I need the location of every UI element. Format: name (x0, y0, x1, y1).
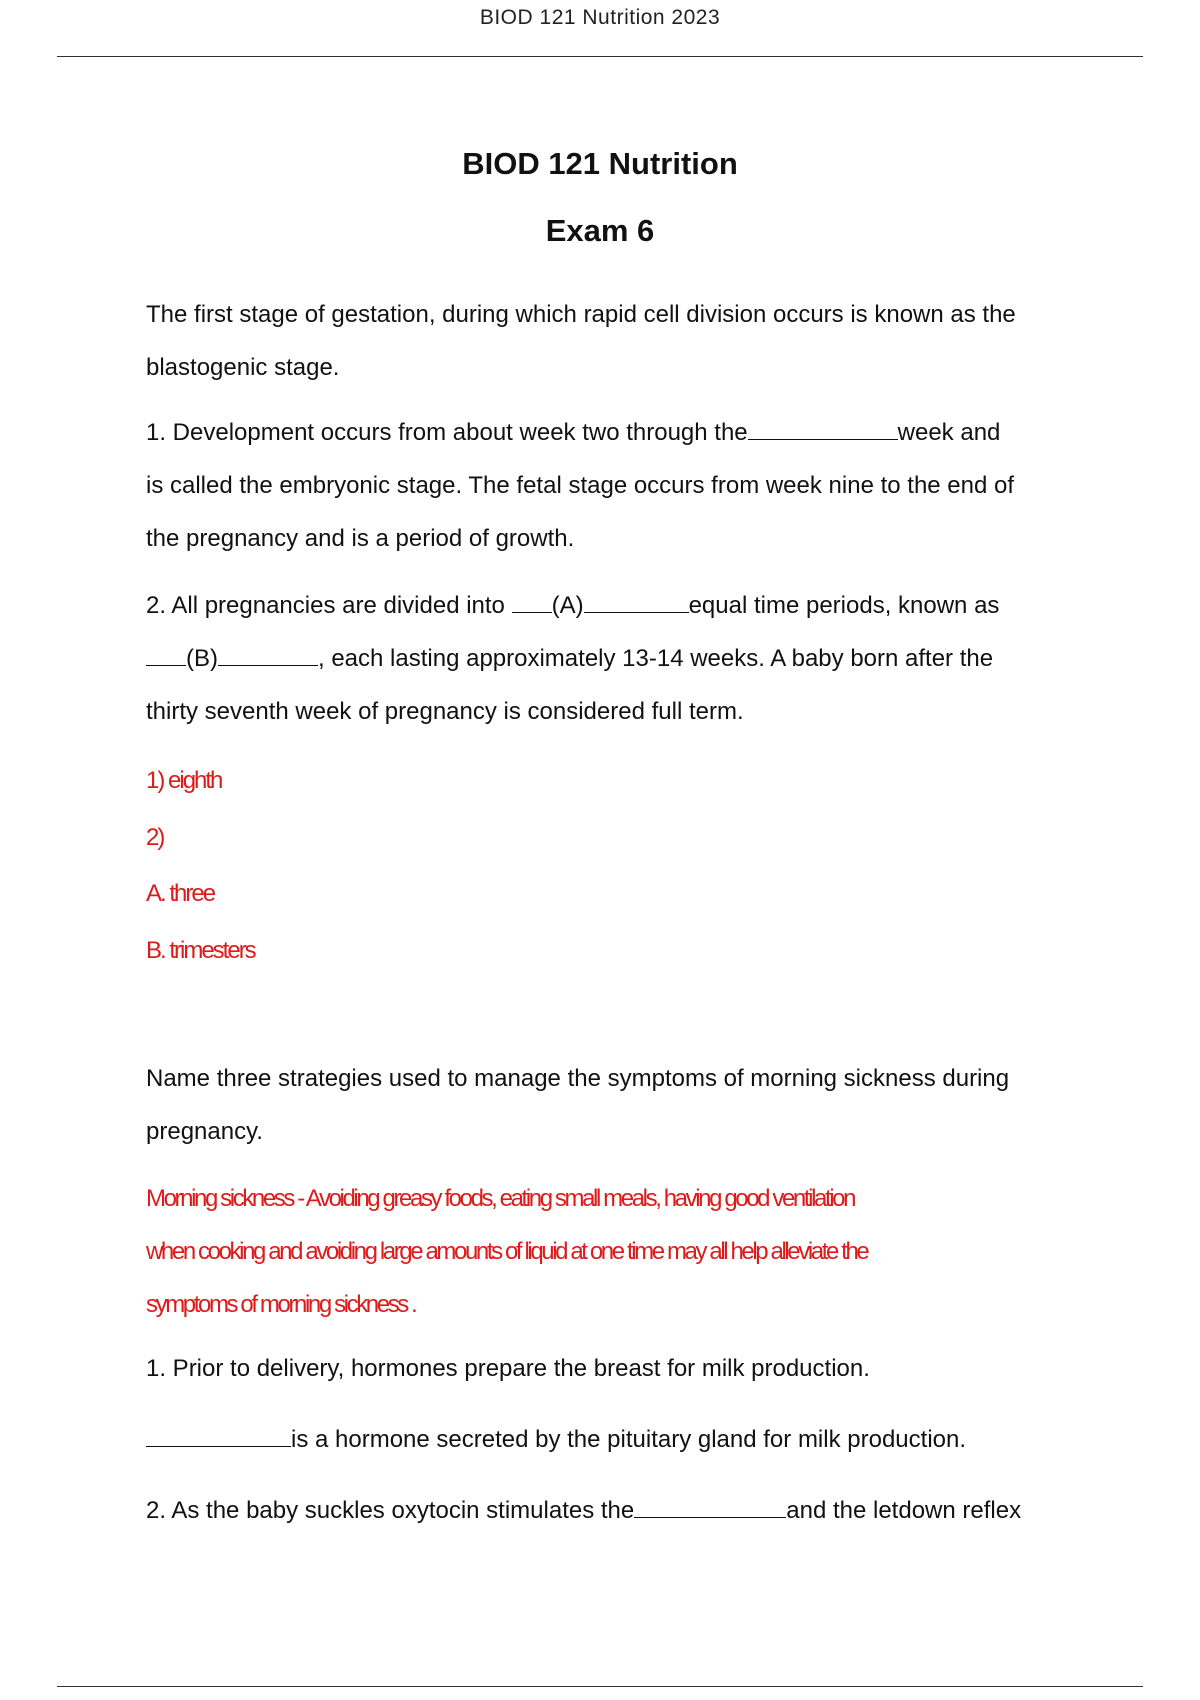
question-3-line-2: pregnancy. (146, 1118, 263, 1145)
question-3 (146, 1052, 1086, 1158)
question-2-text: 2. All pregnancies are divided into (146, 592, 512, 619)
answer-blank (584, 590, 689, 613)
question-4-line-3 (146, 1484, 1086, 1537)
question-1-line-1 (146, 406, 1086, 459)
answer-2: 2) (146, 824, 164, 851)
running-header: BIOD 121 Nutrition 2023 (479, 6, 721, 29)
course-title: BIOD 121 Nutrition (462, 146, 738, 181)
question-1-text: 1. Development occurs from about week two through the (146, 419, 748, 446)
answer-blank (512, 590, 552, 613)
question-4-text: is a hormone secreted by the pituitary gland for milk production. (291, 1426, 967, 1453)
answer-3 (146, 1172, 1096, 1331)
answer-2b: B. trimesters (146, 937, 255, 964)
footer-divider (57, 1686, 1143, 1687)
answer-blank (218, 643, 318, 666)
question-1-text-after: week and (897, 419, 1001, 446)
question-1-line-2: is called the embryonic stage. The fetal stage occurs from week nine to the end of (146, 472, 1015, 499)
answer-3-line-1: Morning sickness - Avoiding greasy foods, eating small meals, having good ventilation (146, 1185, 855, 1212)
question-1-line-3: the pregnancy and is a period of growth. (146, 525, 575, 552)
intro-line-2: blastogenic stage. (146, 354, 340, 381)
answer-blank (146, 1424, 291, 1447)
question-4-text-b: 2. As the baby suckles oxytocin stimulates the (146, 1497, 635, 1524)
answer-3-line-3: symptoms of morning sickness . (146, 1291, 416, 1318)
intro-line-1: The first stage of gestation, during which rapid cell division occurs is known as the (146, 301, 1016, 328)
question-2 (146, 579, 1086, 738)
question-4-text-c: and the letdown reflex (786, 1497, 1022, 1524)
header-divider (57, 56, 1143, 57)
blank-label-b: (B) (186, 645, 218, 672)
answer-2a: A. three (146, 880, 215, 907)
question-1 (146, 406, 1086, 565)
question-3-line-1: Name three strategies used to manage the symptoms of morning sickness during (146, 1065, 1010, 1092)
question-4-line-1: 1. Prior to delivery, hormones prepare the breast for milk production. (146, 1355, 870, 1382)
question-4-line-2 (146, 1413, 1086, 1466)
question-4 (146, 1342, 1086, 1537)
answer-blank (748, 417, 898, 440)
answer-blank (146, 643, 186, 666)
question-2-text-b: equal time periods, known as (688, 592, 1000, 619)
question-2-line-2 (146, 632, 1086, 685)
intro-paragraph (146, 288, 1086, 394)
question-2-text-c: , each lasting approximately 13-14 weeks. A baby born after the (318, 645, 994, 672)
answer-1: 1) eighth (146, 767, 222, 794)
question-2-line-1 (146, 579, 1086, 632)
answer-blank (634, 1495, 786, 1518)
blank-label-a: (A) (551, 592, 584, 619)
answer-3-line-2: when cooking and avoiding large amounts of liquid at one time may all help alleviate the (146, 1238, 868, 1265)
exam-title: Exam 6 (545, 213, 655, 248)
question-2-line-3: thirty seventh week of pregnancy is considered full term. (146, 698, 744, 725)
